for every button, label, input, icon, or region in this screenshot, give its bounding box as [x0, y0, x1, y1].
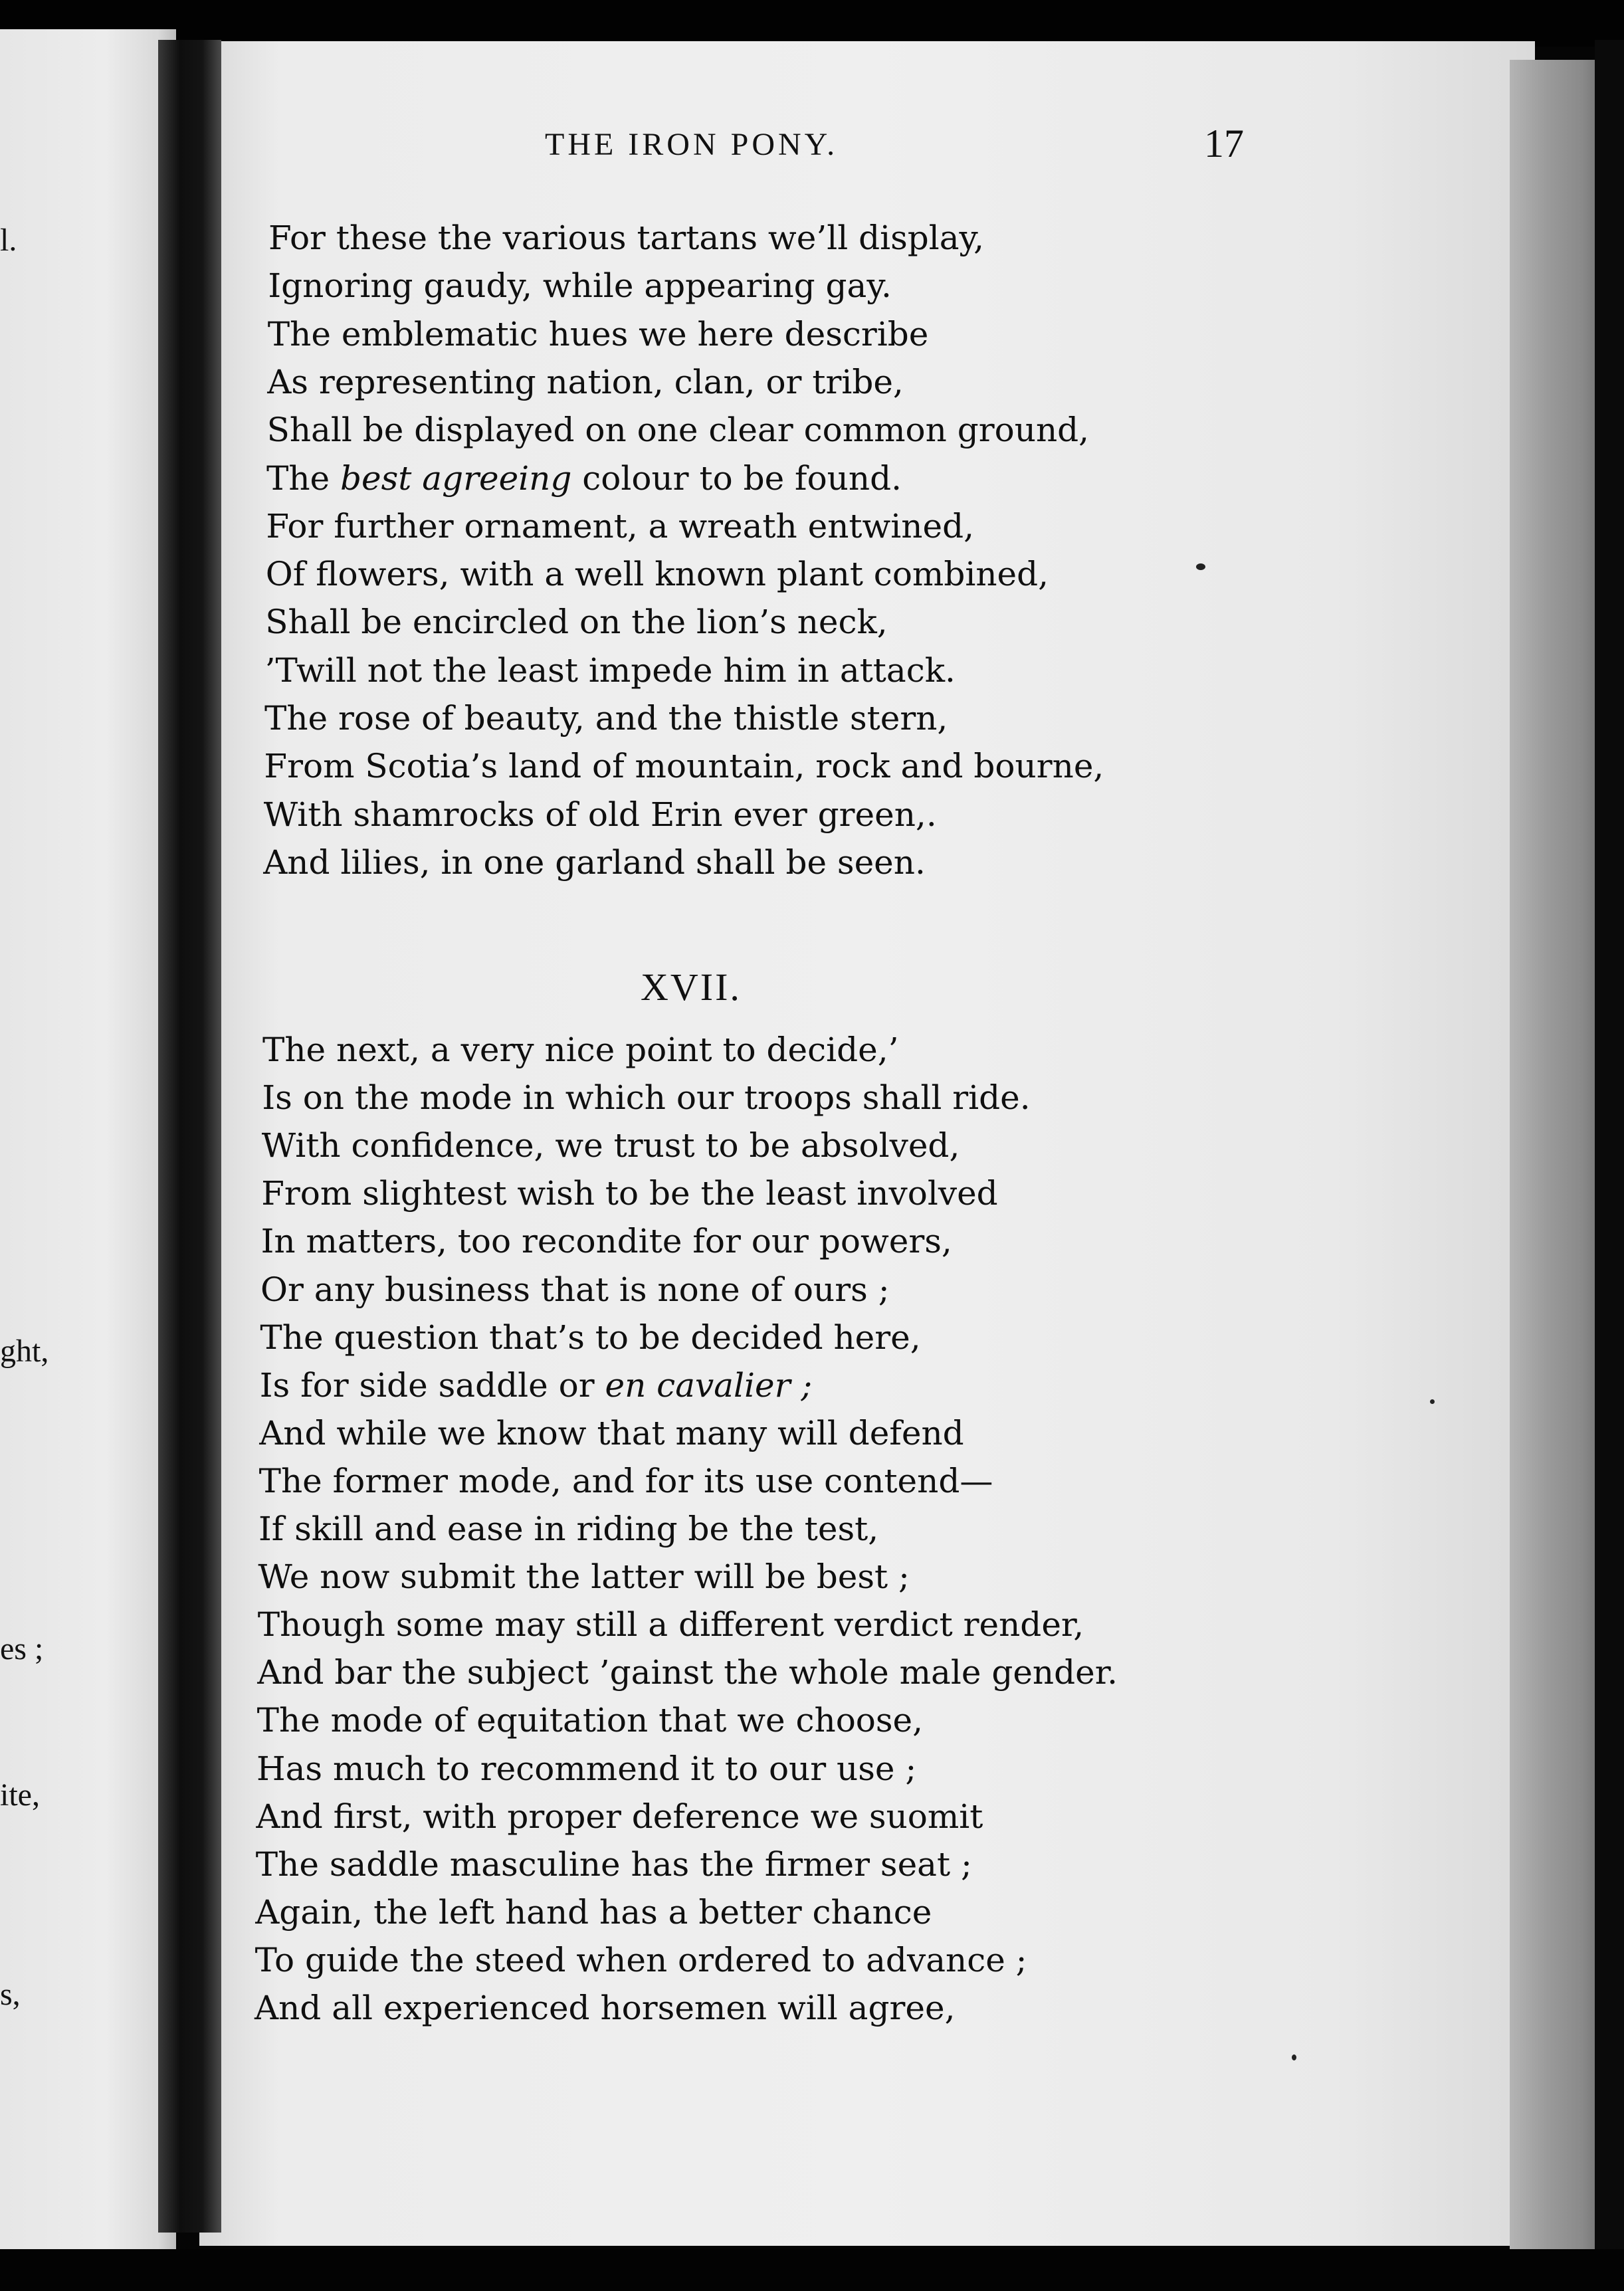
verse-text: The next, a very nice point to decide,’: [262, 1031, 899, 1069]
verse-line: [262, 1078, 1031, 1118]
left-page-fragment: l.: [0, 223, 17, 258]
verse-line: [257, 1653, 1118, 1692]
italic-text: best agreeing: [340, 458, 572, 498]
verse-text: We now submit the latter will be best ;: [258, 1557, 910, 1597]
verse-text: The former mode, and for its use contend—: [258, 1461, 993, 1500]
section-heading: XVII.: [641, 965, 742, 1009]
verse-text: colour to be found.: [571, 458, 902, 498]
verse-line: [266, 458, 902, 498]
verse-line: [255, 1892, 932, 1932]
verse-text: The question that’s to be decided here,: [260, 1318, 921, 1357]
verse-text: From Scotia’s land of mountain, rock and bourne,: [264, 747, 1104, 786]
verse-line: [263, 843, 926, 882]
scan-right-border: [1595, 40, 1624, 2291]
verse-line: [255, 1844, 972, 1884]
verse-line: [258, 1510, 879, 1548]
verse-line: [259, 1365, 813, 1405]
scan-bottom-border: [0, 2249, 1624, 2291]
verse-line: [261, 1174, 998, 1213]
verse-text: Again, the left hand has a better chance: [255, 1892, 932, 1932]
left-page-fragment: s,: [0, 1977, 21, 2012]
verse-text: Is on the mode in which our troops shall ride.: [262, 1078, 1031, 1118]
verse-text: The: [266, 458, 341, 498]
verse-text: For these the various tartans we’ll display,: [268, 219, 985, 257]
verse-text: Ignoring gaudy, while appearing gay.: [268, 266, 892, 306]
verse-text: And lilies, in one garland shall be seen.: [263, 843, 926, 882]
scan-speck: [1430, 1399, 1435, 1404]
verse-text: To guide the steed when ordered to advance ;: [254, 1940, 1027, 1979]
verse-line: [265, 603, 888, 642]
verse-text: In matters, too recondite for our powers,: [260, 1222, 952, 1261]
book-gutter-shadow: [158, 40, 221, 2233]
verse-line: [258, 1461, 993, 1500]
verse-text: And bar the subject ’gainst the whole male gender.: [257, 1653, 1118, 1692]
verse-text: And while we know that many will defend: [259, 1413, 964, 1452]
verse-text: The emblematic hues we here describe: [267, 314, 929, 353]
scan-top-border: [0, 0, 1624, 47]
left-page-fragment: ght,: [0, 1334, 49, 1369]
left-page-fragment: ite,: [0, 1777, 40, 1813]
verse-text: With confidence, we trust to be absolved,: [261, 1126, 960, 1165]
running-head: THE IRON PONY.: [545, 127, 839, 162]
verse-line: [264, 747, 1104, 786]
verse-text: Though some may still a different verdict render,: [257, 1605, 1084, 1644]
left-page-fragment: es ;: [0, 1631, 44, 1666]
verse-line: [266, 506, 974, 546]
verse-line: [264, 650, 956, 690]
verse-text: For further ornament, a wreath entwined,: [266, 506, 974, 546]
verse-text: Is for side saddle or: [259, 1365, 605, 1405]
verse-line: [254, 1991, 955, 2025]
verse-line: [254, 1940, 1027, 1979]
verse-line: [261, 1126, 960, 1165]
page-number: 17: [1204, 122, 1244, 165]
verse-line: [260, 1222, 952, 1261]
verse-line: [264, 699, 948, 738]
verse-text: If skill and ease in riding be the test,: [258, 1510, 879, 1548]
scan-speck: [1196, 563, 1205, 570]
verse-text: Has much to recommend it to our use ;: [256, 1749, 917, 1788]
verse-text: As representing nation, clan, or tribe,: [267, 362, 904, 401]
verse-text: Or any business that is none of ours ;: [260, 1270, 890, 1309]
verse-text: Shall be encircled on the lion’s neck,: [265, 603, 888, 642]
verse-line: [266, 411, 1090, 450]
verse-text: The saddle masculine has the firmer seat ;: [255, 1844, 972, 1884]
verse-text: Of flowers, with a well known plant combined,: [265, 555, 1049, 594]
verse-text: And first, with proper deference we suomit: [256, 1797, 983, 1836]
verse-line: [265, 555, 1049, 594]
left-facing-page: [0, 29, 176, 2252]
italic-text: en cavalier ;: [605, 1365, 813, 1405]
verse-line: [260, 1270, 890, 1309]
verse-line: [259, 1413, 964, 1452]
page-fore-edge: [1510, 60, 1606, 2252]
verse-line: [268, 219, 985, 257]
verse-text: The rose of beauty, and the thistle stern,: [264, 699, 948, 738]
verse-line: [262, 1031, 899, 1069]
verse-text: And all experienced horsemen will agree,: [254, 1989, 956, 2027]
verse-text: ’Twill not the least impede him in attack.: [264, 650, 956, 690]
verse-line: [256, 1749, 917, 1788]
verse-line: [257, 1605, 1084, 1644]
verse-line: [258, 1557, 910, 1597]
verse-text: Shall be displayed on one clear common ground,: [266, 411, 1090, 450]
verse-line: [263, 795, 937, 834]
verse-text: With shamrocks of old Erin ever green,.: [263, 795, 937, 834]
verse-line: [256, 1701, 924, 1740]
verse-line: [268, 266, 892, 306]
verse-line: [256, 1797, 983, 1836]
verse-text: The mode of equitation that we choose,: [256, 1701, 924, 1740]
scan-speck: [1292, 2054, 1296, 2060]
verse-text: From slightest wish to be the least involved: [261, 1174, 998, 1213]
verse-line: [260, 1318, 921, 1357]
verse-line: [267, 362, 904, 401]
verse-line: [267, 314, 929, 353]
